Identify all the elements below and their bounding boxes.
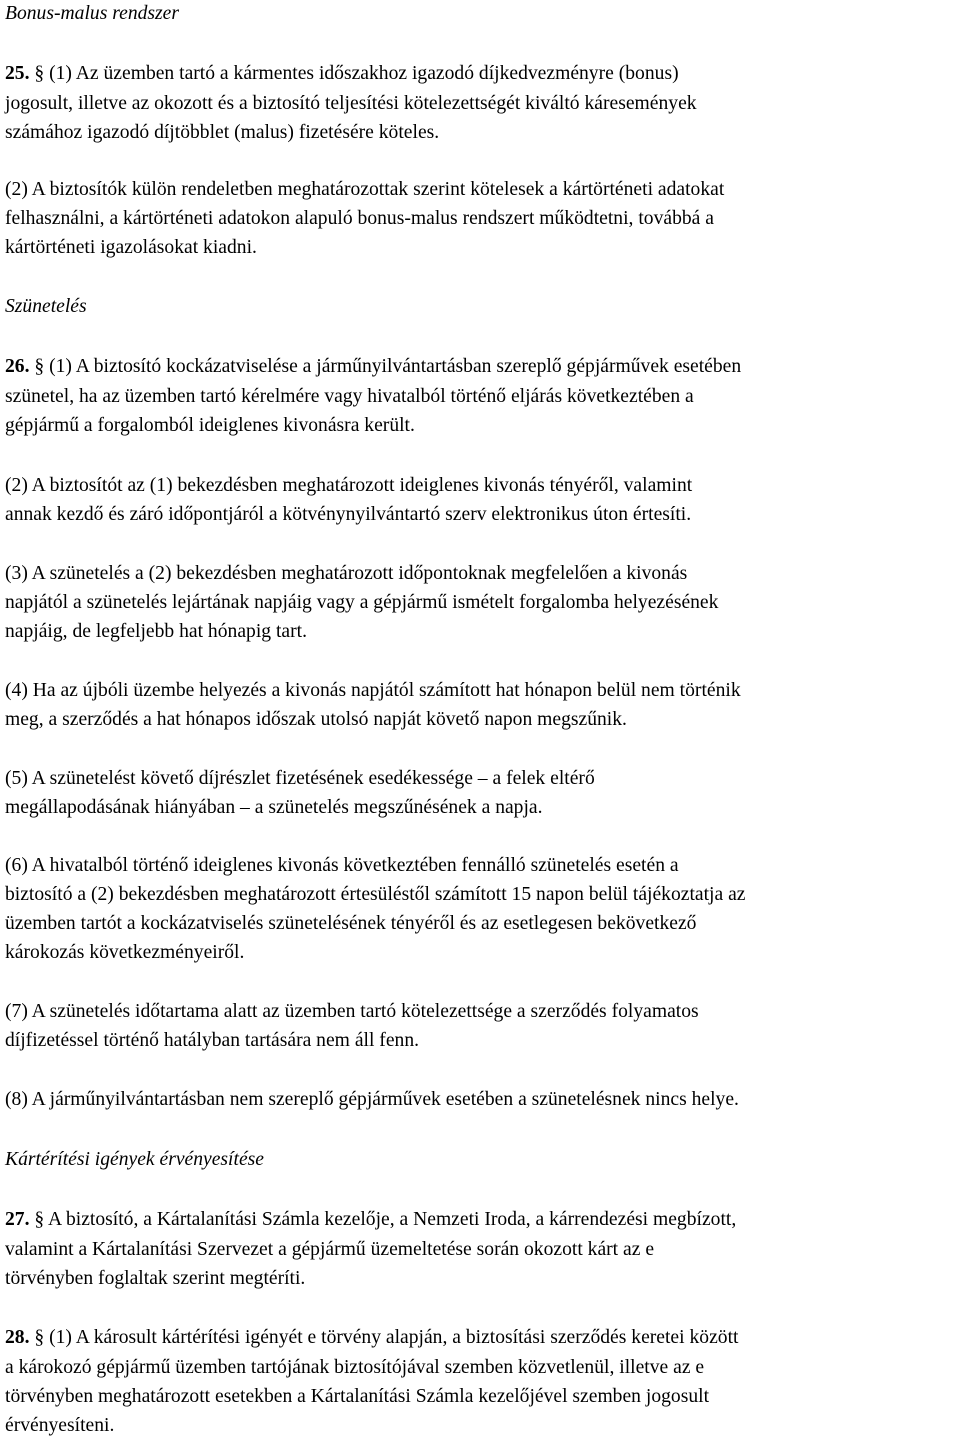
paragraph-25-line-1: 25. § (1) Az üzemben tartó a kármentes időszakhoz igazodó díjkedvezményre (bonus) xyxy=(5,63,679,84)
section-sign-icon: § xyxy=(34,1209,45,1230)
paragraph-26-6-line-3: üzemben tartót a kockázatviselés szünetelésének tényéről és az esetlegesen bekövetkező xyxy=(5,913,697,934)
section-sign-icon: § xyxy=(34,1327,45,1348)
paragraph-26-8-line-1: (8) A járműnyilvántartásban nem szereplő gépjárművek esetében a szünetelésnek nincs helye. xyxy=(5,1089,739,1110)
paragraph-26-2-line-1: (2) A biztosítót az (1) bekezdésben meghatározott ideiglenes kivonás tényéről, valamint xyxy=(5,475,693,496)
paragraph-number-27: 27. xyxy=(5,1209,30,1230)
paragraph-26-line-1: 26. § (1) A biztosító kockázatviselése a járműnyilvántartásban szereplő gépjárművek esetében xyxy=(5,356,742,377)
section-heading-karterites: Kártérítési igények érvényesítése xyxy=(5,1149,264,1170)
paragraph-26-3-line-1: (3) A szünetelés a (2) bekezdésben meghatározott időpontoknak megfelelően a kivonás xyxy=(5,563,688,584)
paragraph-26-line-2: szünetel, ha az üzemben tartó kérelmére vagy hivatalból történő eljárás következtében a xyxy=(5,386,694,407)
paragraph-25-2-line-1: (2) A biztosítók külön rendeletben meghatározottak szerint kötelesek a kártörténeti adatokat xyxy=(5,179,725,200)
paragraph-25-2-line-3: kártörténeti igazolásokat kiadni. xyxy=(5,237,257,258)
paragraph-26-7-line-2: díjfizetéssel történő hatályban tartására nem áll fenn. xyxy=(5,1030,420,1051)
paragraph-26-3-line-2: napjától a szünetelés lejártának napjáig vagy a gépjármű ismételt forgalomba helyezésének xyxy=(5,592,719,613)
paragraph-26-5-line-1: (5) A szünetelést követő díjrészlet fizetésének esedékessége – a felek eltérő xyxy=(5,768,595,789)
paragraph-25-line-3: számához igazodó díjtöbblet (malus) fizetésére köteles. xyxy=(5,122,440,143)
paragraph-26-6-line-4: károkozás következményeiről. xyxy=(5,942,245,963)
paragraph-26-2-line-2: annak kezdő és záró időpontjáról a kötvénynyilvántartó szerv elektronikus úton értesíti. xyxy=(5,504,692,525)
paragraph-26-4-line-1: (4) Ha az újbóli üzembe helyezés a kivonás napjától számított hat hónapon belül nem történik xyxy=(5,680,741,701)
paragraph-26-4-line-2: meg, a szerződés a hat hónapos időszak utolsó napját követő napon megszűnik. xyxy=(5,709,627,730)
paragraph-number-25: 25. xyxy=(5,63,30,84)
paragraph-25-2-line-2: felhasználni, a kártörténeti adatokon alapuló bonus-malus rendszert működtetni, továbbá a xyxy=(5,208,714,229)
paragraph-26-6-line-2: biztosító a (2) bekezdésben meghatározott értesüléstől számított 15 napon belül tájékoztatja az xyxy=(5,884,746,905)
paragraph-26-3-line-3: napjáig, de legfeljebb hat hónapig tart. xyxy=(5,621,307,642)
paragraph-number-26: 26. xyxy=(5,356,30,377)
paragraph-26-line-3: gépjármű a forgalomból ideiglenes kivonásra került. xyxy=(5,415,415,436)
section-sign-icon: § xyxy=(34,63,45,84)
paragraph-26-7-line-1: (7) A szünetelés időtartama alatt az üzemben tartó kötelezettsége a szerződés folyamatos xyxy=(5,1001,699,1022)
section-heading-bonus-malus: Bonus-malus rendszer xyxy=(5,3,179,24)
section-sign-icon: § xyxy=(34,356,45,377)
paragraph-26-6-line-1: (6) A hivatalból történő ideiglenes kivonás következtében fennálló szünetelés esetén a xyxy=(5,855,679,876)
paragraph-number-28: 28. xyxy=(5,1327,30,1348)
paragraph-26-5-line-2: megállapodásának hiányában – a szünetelés megszűnésének a napja. xyxy=(5,797,543,818)
paragraph-25-line-2: jogosult, illetve az okozott és a biztosító teljesítési kötelezettségét kiváltó káresemények xyxy=(5,93,697,114)
paragraph-27-line-1: 27. § A biztosító, a Kártalanítási Számla kezelője, a Nemzeti Iroda, a kárrendezési megbízott, xyxy=(5,1209,737,1230)
paragraph-28-line-2: a károkozó gépjármű üzemben tartójának biztosítójával szemben közvetlenül, illetve az e xyxy=(5,1357,705,1378)
paragraph-28-line-3: törvényben meghatározott esetekben a Kártalanítási Számla kezelőjével szemben jogosult xyxy=(5,1386,710,1407)
paragraph-28-line-4: érvényesíteni. xyxy=(5,1415,115,1436)
section-heading-szunetelés: Szünetelés xyxy=(5,296,87,317)
paragraph-27-line-2: valamint a Kártalanítási Szervezet a gépjármű üzemeltetése során okozott kárt az e xyxy=(5,1239,655,1260)
paragraph-28-line-1: 28. § (1) A károsult kártérítési igényét e törvény alapján, a biztosítási szerződés keretei között xyxy=(5,1327,739,1348)
paragraph-27-line-3: törvényben foglaltak szerint megtéríti. xyxy=(5,1268,306,1289)
